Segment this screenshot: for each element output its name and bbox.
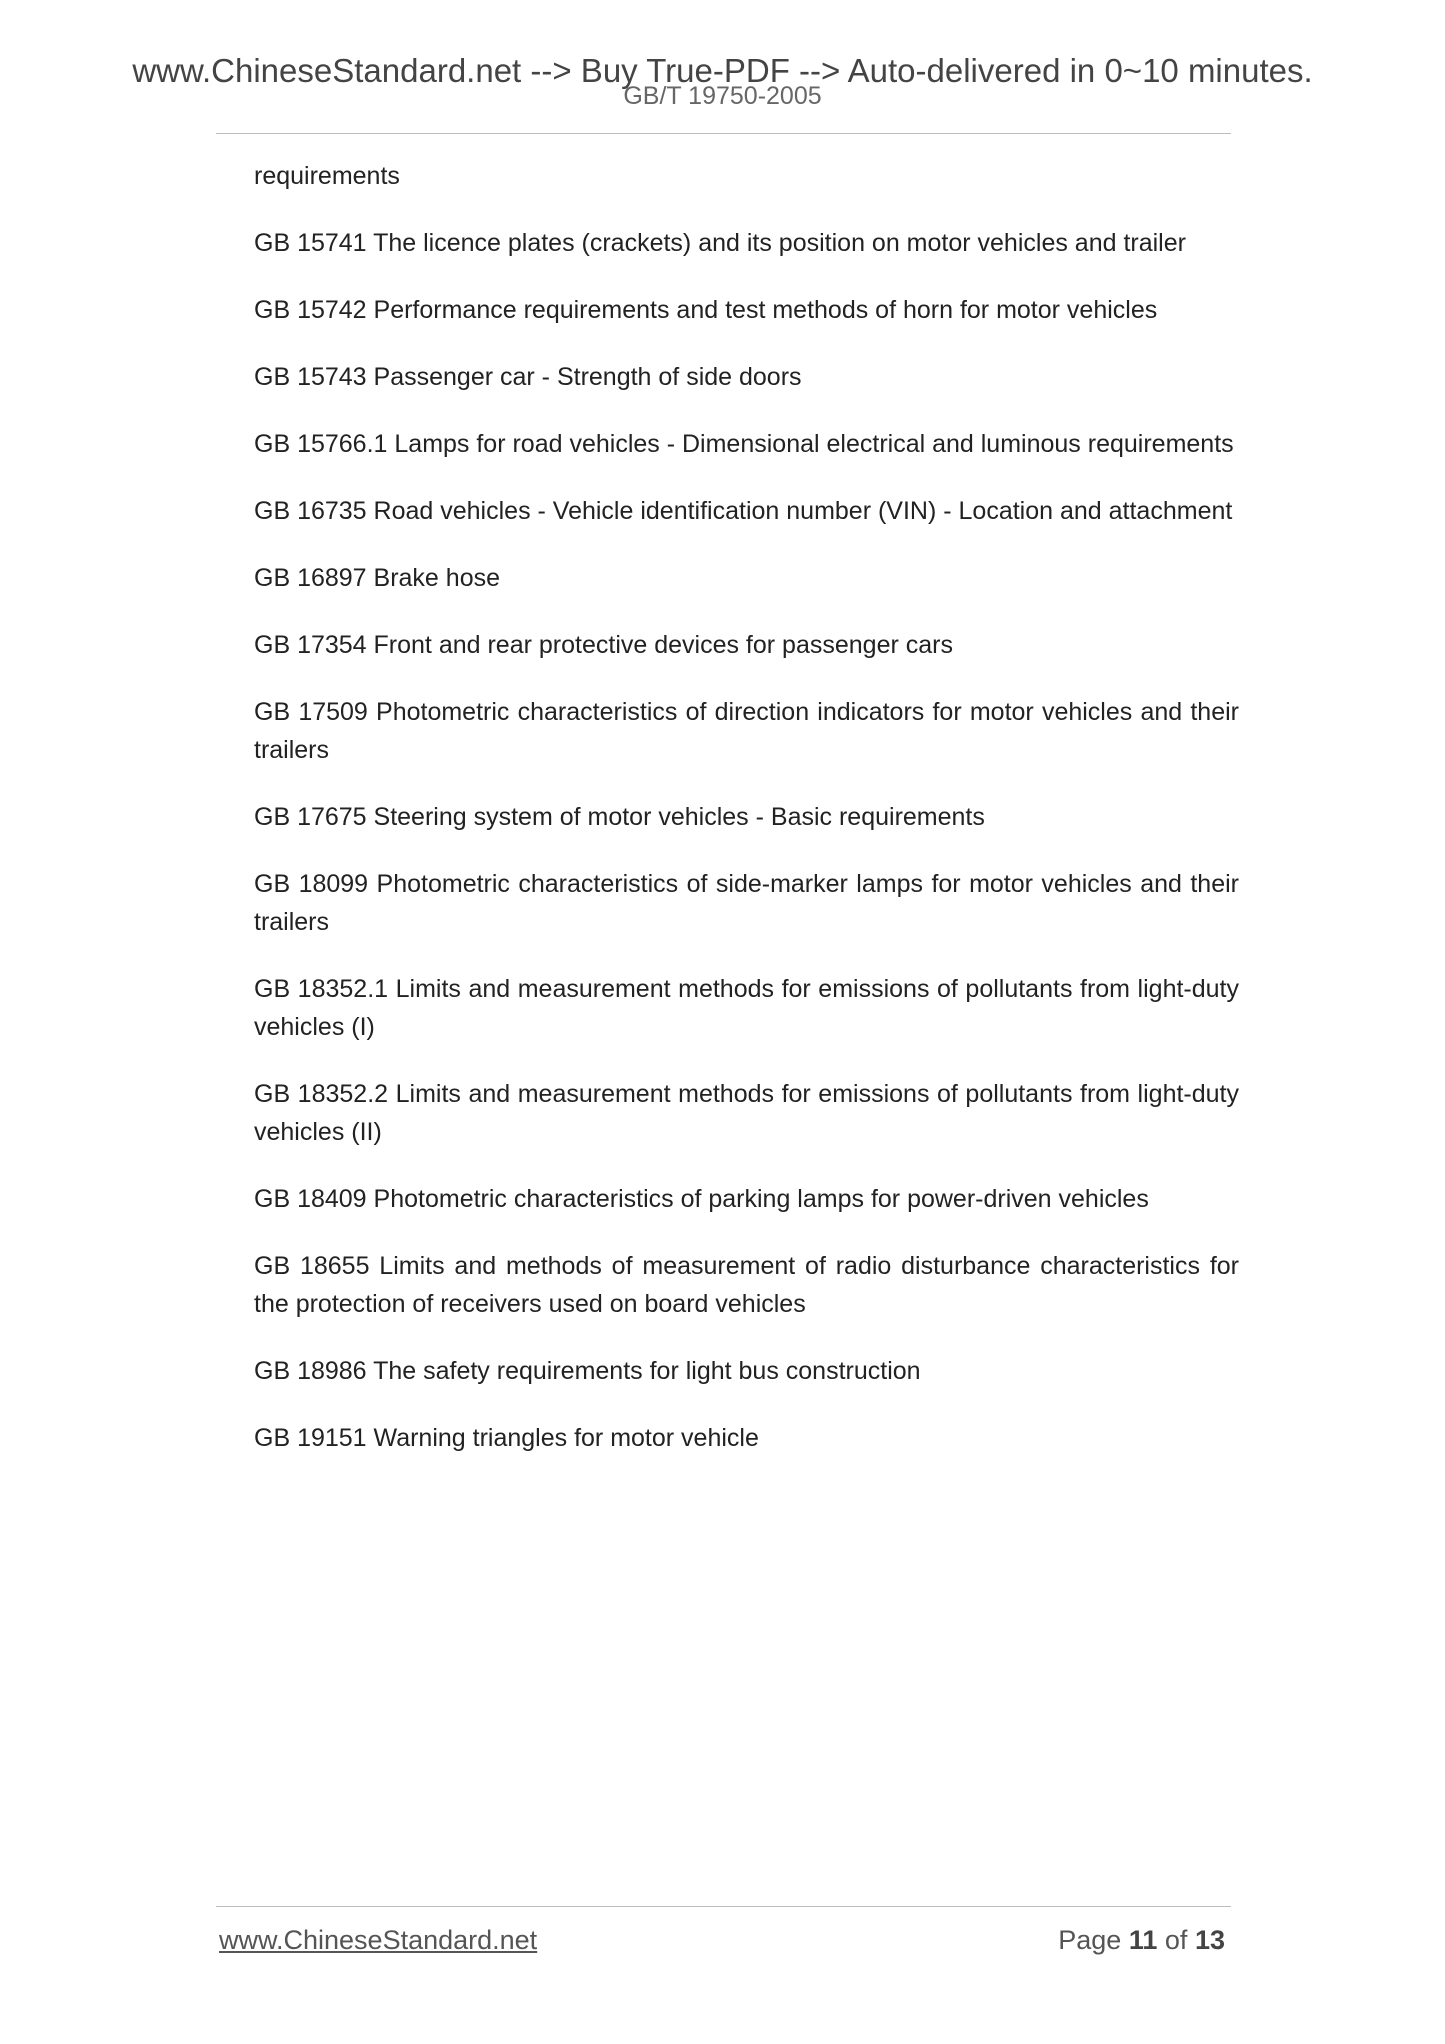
standards-list	[254, 157, 1239, 1486]
list-item: GB 15742 Performance requirements and test methods of horn for motor vehicles	[254, 296, 1158, 324]
list-item: GB 17509 Photometric characteristics of direction indicators for motor vehicles and their trailers	[254, 698, 1239, 764]
list-item: GB 18352.1 Limits and measurement methods for emissions of pollutants from light-duty vehicles (I)	[254, 975, 1239, 1041]
list-item: GB 15741 The licence plates (crackets) and its position on motor vehicles and trailer	[254, 229, 1186, 257]
header-divider	[216, 133, 1231, 134]
footer-site-link[interactable]: www.ChineseStandard.net	[219, 1925, 538, 1955]
page-prefix: Page	[1058, 1925, 1122, 1955]
site-banner[interactable]: www.ChineseStandard.net --> Buy True-PDF --> Auto-delivered in 0~10 minutes.	[132, 52, 1313, 89]
page-current: 11	[1128, 1925, 1158, 1955]
list-item: GB 19151 Warning triangles for motor vehicle	[254, 1424, 759, 1452]
list-item: GB 17354 Front and rear protective devices for passenger cars	[254, 631, 953, 659]
document-code: GB/T 19750-2005	[623, 82, 822, 110]
list-item: GB 18986 The safety requirements for light bus construction	[254, 1357, 921, 1385]
page-total: 13	[1194, 1925, 1225, 1955]
list-item: GB 18409 Photometric characteristics of parking lamps for power-driven vehicles	[254, 1185, 1149, 1213]
list-item: GB 18352.2 Limits and measurement methods for emissions of pollutants from light-duty vehicles (II)	[254, 1080, 1239, 1146]
list-item: GB 18099 Photometric characteristics of side-marker lamps for motor vehicles and their trailers	[254, 870, 1239, 936]
list-item: GB 16735 Road vehicles - Vehicle identification number (VIN) - Location and attachment	[254, 497, 1233, 525]
list-item: GB 18655 Limits and methods of measurement of radio disturbance characteristics for the protection of receivers used on board vehicles	[254, 1252, 1239, 1318]
list-item: requirements	[254, 162, 400, 190]
footer-divider	[216, 1906, 1231, 1907]
list-item: GB 17675 Steering system of motor vehicles - Basic requirements	[254, 803, 985, 831]
list-item: GB 16897 Brake hose	[254, 564, 500, 592]
list-item: GB 15766.1 Lamps for road vehicles - Dimensional electrical and luminous requirements	[254, 430, 1234, 458]
page-of: of	[1164, 1925, 1188, 1955]
list-item: GB 15743 Passenger car - Strength of side doors	[254, 363, 802, 391]
page-indicator	[1058, 1924, 1225, 1956]
